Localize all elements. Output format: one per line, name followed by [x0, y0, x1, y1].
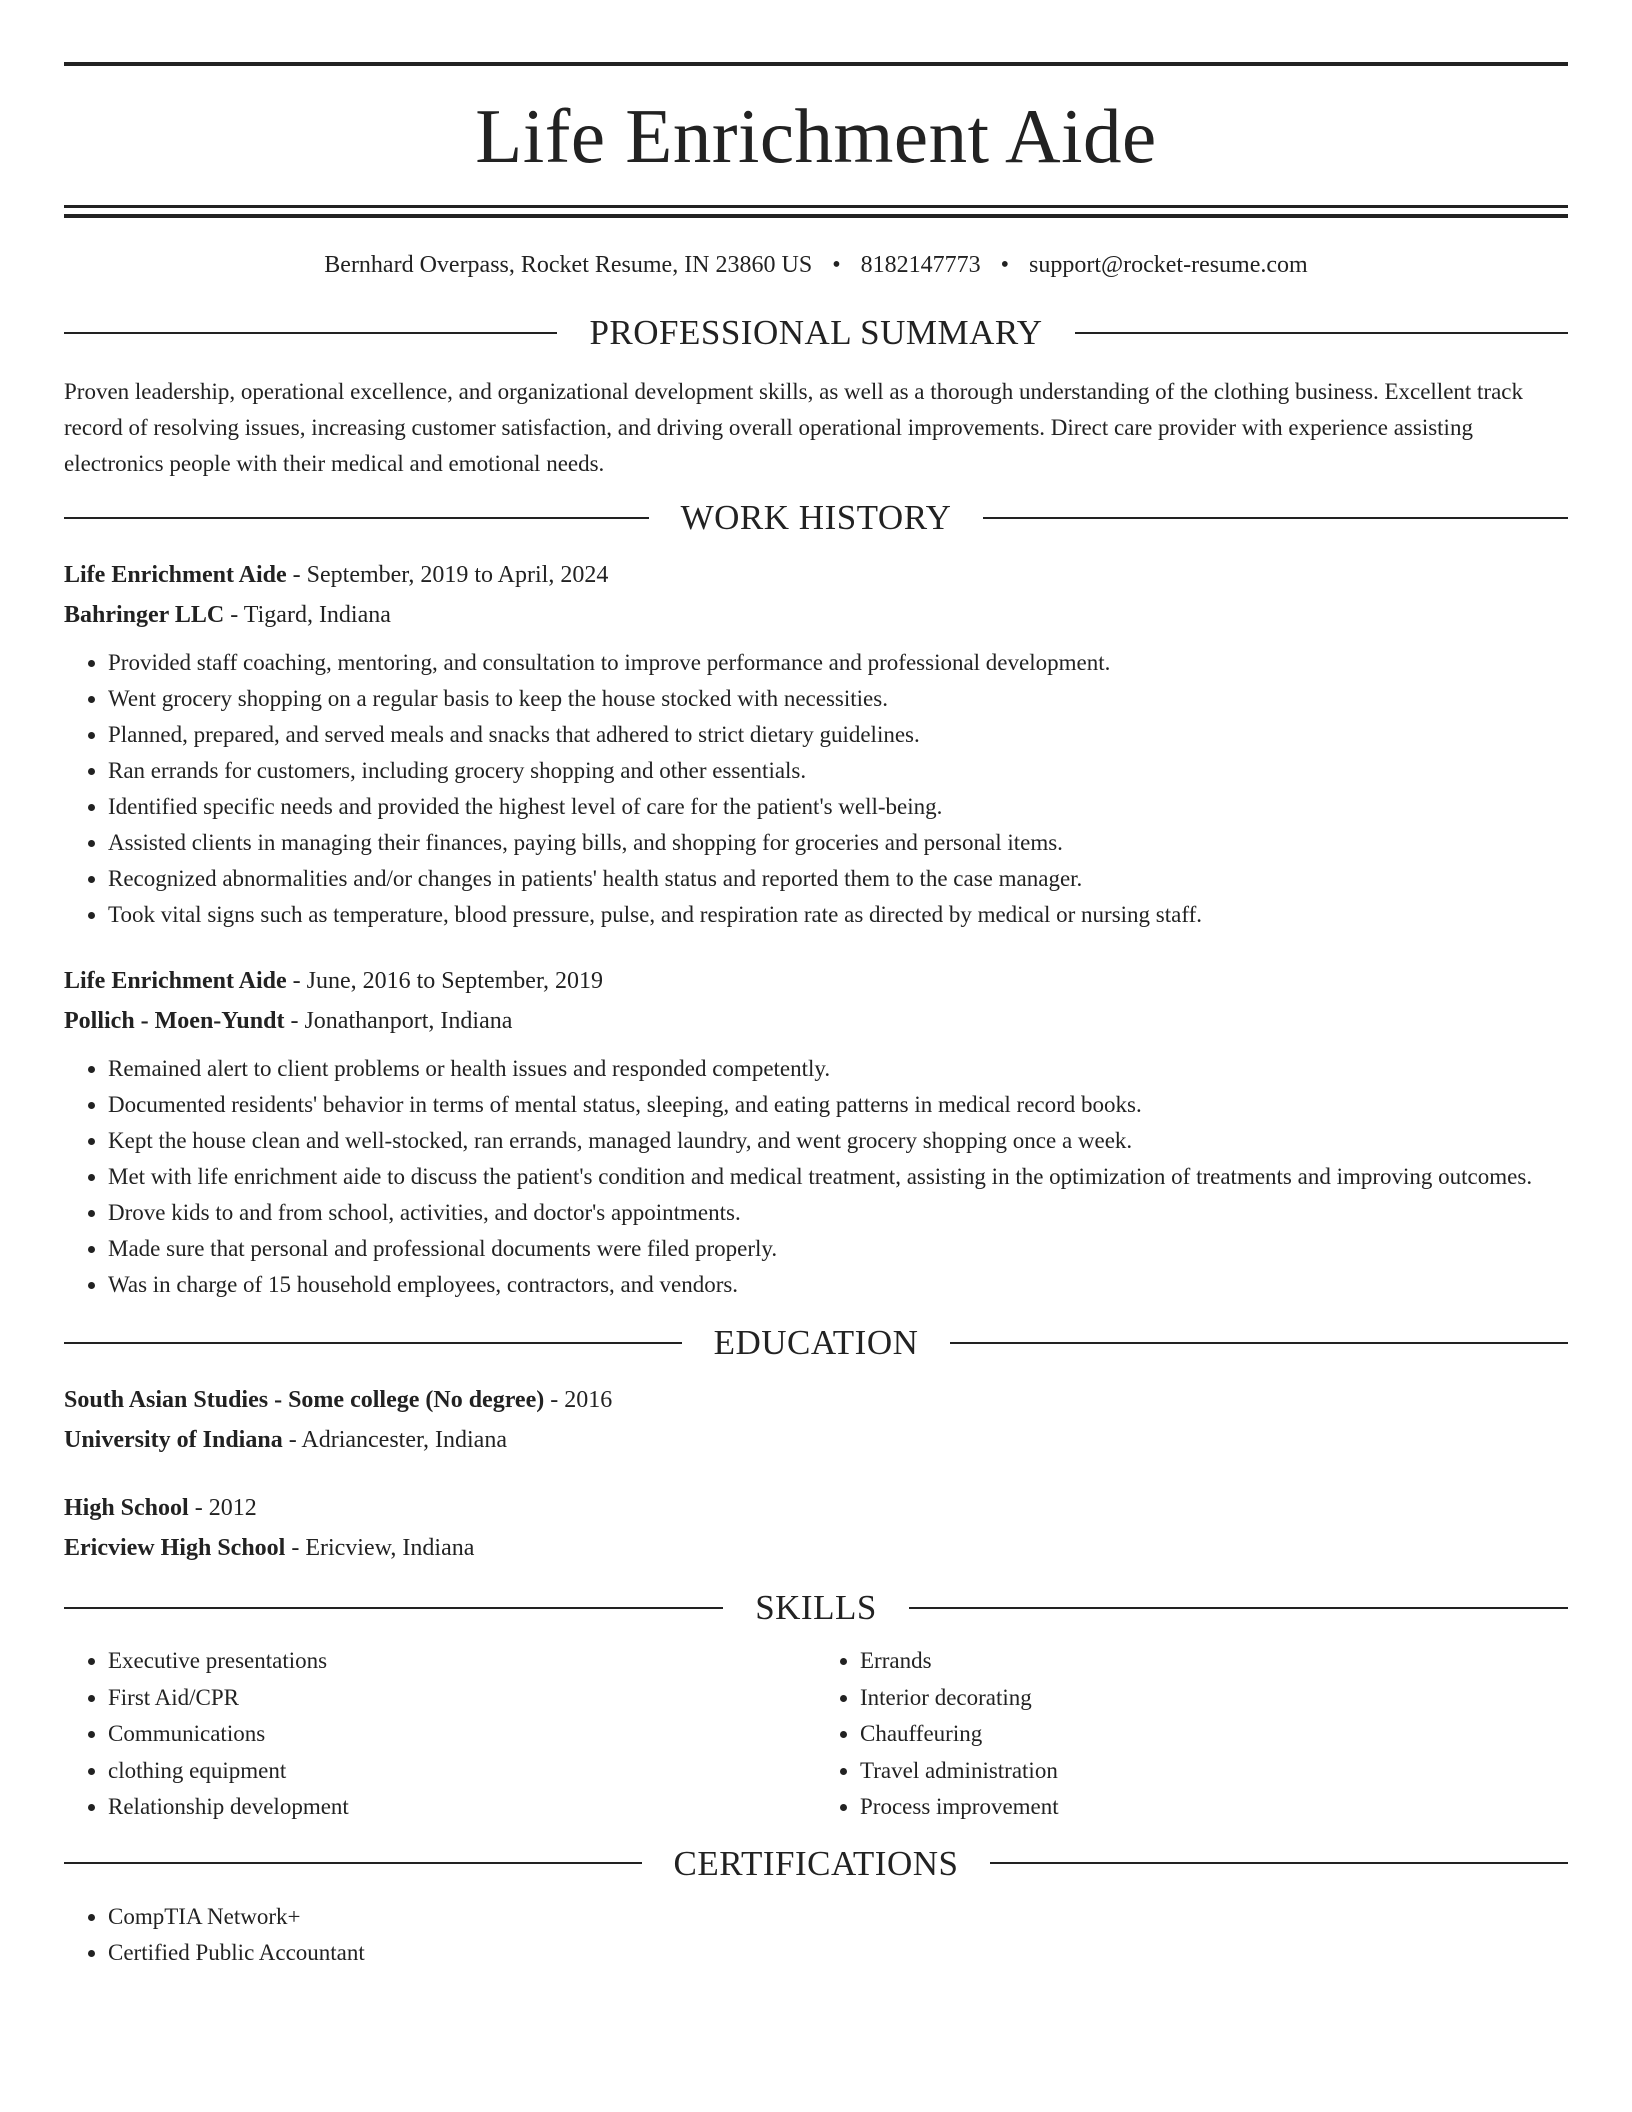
list-item: • Relationship development — [108, 1789, 816, 1826]
heading-rule — [64, 517, 649, 519]
certifications-heading — [64, 1843, 1568, 1883]
list-item: • Remained alert to client problems or health issues and responded competently. — [108, 1051, 1568, 1087]
list-item: • Was in charge of 15 household employees, contractors, and vendors. — [108, 1267, 1568, 1303]
job-dates: - June, 2016 to September, 2019 — [286, 968, 603, 994]
list-item: • Process improvement — [860, 1789, 1568, 1826]
job-title-line — [64, 555, 1568, 595]
skills-column-right — [816, 1643, 1568, 1826]
list-item: • clothing equipment — [108, 1753, 816, 1790]
skills-column-left — [64, 1643, 816, 1826]
job-company: Pollich - Moen-Yundt — [64, 1008, 285, 1034]
education-school: Ericview High School — [64, 1535, 286, 1561]
list-item: • Documented residents' behavior in terms of mental status, sleeping, and eating patterns in medical record books. — [108, 1087, 1568, 1123]
list-item: • Assisted clients in managing their finances, paying bills, and shopping for groceries and personal items. — [108, 825, 1568, 861]
list-item: • Certified Public Accountant — [108, 1935, 1568, 1971]
list-item: • Identified specific needs and provided the highest level of care for the patient's well-being. — [108, 789, 1568, 825]
section-title: WORK HISTORY — [680, 498, 952, 537]
work-heading — [64, 500, 1568, 535]
education-location: - Adriancester, Indiana — [282, 1427, 507, 1453]
education-year: - 2012 — [188, 1495, 257, 1521]
job-company-line — [64, 1001, 1568, 1041]
summary-text: Proven leadership, operational excellence, and organizational development skills, as well as a thorough understanding of the clothing business. Excellent track record of resolving issues, increasing customer satisfaction, and driving overall operational improvements. Direct care provider with experience assisting electronics people with their medical and emotional needs. — [64, 379, 1524, 476]
job-dates: - September, 2019 to April, 2024 — [286, 562, 609, 588]
list-item: • Planned, prepared, and served meals and snacks that adhered to strict dietary guidelines. — [108, 717, 1568, 753]
section-title: SKILLS — [755, 1588, 877, 1627]
list-item: • Made sure that personal and professional documents were filed properly. — [108, 1231, 1568, 1267]
list-item: • Executive presentations — [108, 1643, 816, 1680]
education-entry — [64, 1380, 1568, 1460]
education-school-line — [64, 1528, 1568, 1568]
education-school-line — [64, 1420, 1568, 1460]
job-company-line — [64, 595, 1568, 635]
list-item: • Took vital signs such as temperature, blood pressure, pulse, and respiration rate as directed by medical or nursing staff. — [108, 897, 1568, 933]
job-bullets — [64, 1051, 1568, 1303]
resume-name: Life Enrichment Aide — [475, 93, 1157, 179]
list-item: • Travel administration — [860, 1753, 1568, 1790]
heading-rule — [909, 1607, 1568, 1609]
job-entry — [64, 961, 1568, 1303]
list-item: • Communications — [108, 1716, 816, 1753]
list-item: • Met with life enrichment aide to discuss the patient's condition and medical treatment, assisting in the optimization of treatments and improving outcomes. — [108, 1159, 1568, 1195]
job-location: - Tigard, Indiana — [224, 602, 391, 628]
education-degree-line — [64, 1380, 1568, 1420]
education-heading — [64, 1325, 1568, 1360]
list-item: • Kept the house clean and well-stocked, ran errands, managed laundry, and went grocery shopping once a week. — [108, 1123, 1568, 1159]
double-rule — [64, 205, 1568, 218]
skills-heading — [64, 1590, 1568, 1625]
contact-separator: • — [832, 252, 841, 278]
top-rule — [64, 62, 1568, 66]
list-item: • Errands — [860, 1643, 1568, 1680]
contact-address: Bernhard Overpass, Rocket Resume, IN 23860 US — [324, 252, 813, 278]
job-role: Life Enrichment Aide — [64, 562, 287, 588]
summary-heading — [64, 315, 1568, 350]
heading-rule — [64, 1862, 642, 1864]
contact-separator: • — [1000, 252, 1010, 278]
list-item: • Went grocery shopping on a regular basis to keep the house stocked with necessities. — [108, 681, 1568, 717]
list-item: • Chauffeuring — [860, 1716, 1568, 1753]
education-year: - 2016 — [544, 1387, 613, 1413]
list-item: • Drove kids to and from school, activities, and doctor's appointments. — [108, 1195, 1568, 1231]
heading-rule — [1075, 332, 1568, 334]
job-company: Bahringer LLC — [64, 602, 225, 628]
section-title: PROFESSIONAL SUMMARY — [589, 313, 1043, 352]
list-item: • First Aid/CPR — [108, 1680, 816, 1717]
education-location: - Ericview, Indiana — [285, 1535, 475, 1561]
heading-rule — [990, 1862, 1568, 1864]
certifications-list — [64, 1899, 1568, 1971]
heading-rule — [983, 517, 1568, 519]
heading-rule — [950, 1342, 1568, 1344]
list-item: • CompTIA Network+ — [108, 1899, 1568, 1935]
contact-line — [64, 252, 1568, 279]
job-bullets — [64, 645, 1568, 933]
skills-list — [64, 1643, 1568, 1826]
job-title-line — [64, 961, 1568, 1001]
job-entry — [64, 555, 1568, 933]
contact-email[interactable]: support@rocket-resume.com — [1029, 252, 1308, 278]
job-location: - Jonathanport, Indiana — [284, 1008, 513, 1034]
list-item: • Provided staff coaching, mentoring, and consultation to improve performance and professional development. — [108, 645, 1568, 681]
education-degree: South Asian Studies - Some college (No degree) — [64, 1387, 545, 1413]
list-item: • Ran errands for customers, including grocery shopping and other essentials. — [108, 753, 1568, 789]
education-entry — [64, 1488, 1568, 1568]
contact-phone: 8182147773 — [860, 252, 981, 278]
heading-rule — [64, 1607, 723, 1609]
resume-page — [64, 0, 1568, 1971]
education-school: University of Indiana — [64, 1427, 283, 1453]
education-degree-line — [64, 1488, 1568, 1528]
section-title: CERTIFICATIONS — [673, 1843, 959, 1883]
job-role: Life Enrichment Aide — [64, 968, 287, 994]
heading-rule — [64, 332, 557, 334]
list-item: • Recognized abnormalities and/or changes in patients' health status and reported them to the case manager. — [108, 861, 1568, 897]
education-degree: High School — [64, 1495, 189, 1521]
heading-rule — [64, 1342, 682, 1344]
section-title: EDUCATION — [713, 1323, 919, 1362]
list-item: • Interior decorating — [860, 1680, 1568, 1717]
